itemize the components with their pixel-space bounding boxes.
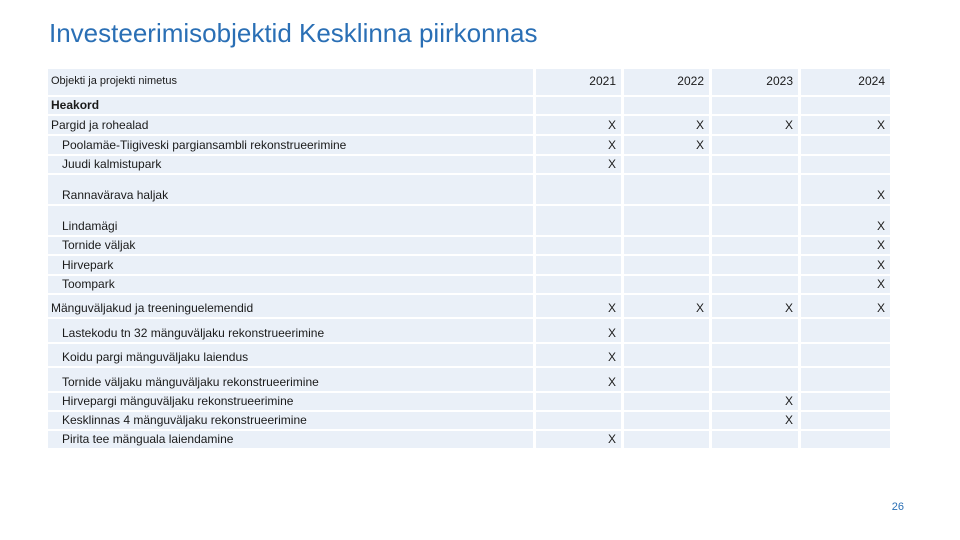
row-name: Lastekodu tn 32 mänguväljaku rekonstrueerimine [48,319,536,344]
year-cell-2024 [801,156,890,175]
row-name: Hirvepargi mänguväljaku rekonstrueerimine [48,393,536,412]
year-cell-2022 [624,256,712,276]
year-cell-2023 [712,368,801,393]
row-name: Tornide väljak [48,237,536,256]
table-row [48,431,890,450]
year-cell-2022 [624,156,712,175]
year-cell-2023 [712,319,801,344]
row-name: Koidu pargi mänguväljaku laiendus [48,344,536,368]
year-cell-2021 [536,206,624,237]
year-cell-2021 [536,256,624,276]
year-cell-2023 [712,156,801,175]
year-cell-2023 [712,276,801,295]
year-cell-2021 [536,237,624,256]
table-row [48,412,890,431]
year-cell-2024 [801,368,890,393]
table-row [48,116,890,136]
year-cell-2022 [624,431,712,450]
year-cell-2022 [624,412,712,431]
year-cell-2022 [624,344,712,368]
year-cell-2023: X [712,393,801,412]
year-cell-2024 [801,97,890,116]
year-cell-2024 [801,393,890,412]
year-cell-2022: X [624,295,712,319]
year-cell-2023: X [712,412,801,431]
row-name: Hirvepark [48,256,536,276]
row-name: Rannavärava haljak [48,175,536,206]
header-2024: 2024 [801,69,890,97]
year-cell-2023 [712,206,801,237]
year-cell-2021: X [536,116,624,136]
year-cell-2021 [536,276,624,295]
year-cell-2022 [624,175,712,206]
row-name: Mänguväljakud ja treeninguelemendid [48,295,536,319]
table-row [48,256,890,276]
year-cell-2023 [712,431,801,450]
year-cell-2023 [712,97,801,116]
row-name: Toompark [48,276,536,295]
row-name: Pirita tee mänguala laiendamine [48,431,536,450]
year-cell-2022: X [624,136,712,156]
year-cell-2023: X [712,295,801,319]
table-row [48,175,890,206]
page-title: Investeerimisobjektid Kesklinna piirkonnas [49,18,538,48]
row-name: Poolamäe-Tiigiveski pargiansambli rekonstrueerimine [48,136,536,156]
row-name: Heakord [48,97,536,116]
year-cell-2024 [801,319,890,344]
year-cell-2022 [624,368,712,393]
year-cell-2024: X [801,256,890,276]
year-cell-2024: X [801,237,890,256]
year-cell-2021 [536,175,624,206]
table-row [48,368,890,393]
year-cell-2021: X [536,136,624,156]
header-2022: 2022 [624,69,712,97]
table-row [48,156,890,175]
year-cell-2024 [801,412,890,431]
table-header-row [48,69,890,97]
year-cell-2022 [624,393,712,412]
table-row [48,344,890,368]
table-row [48,136,890,156]
table-row [48,276,890,295]
row-name: Juudi kalmistupark [48,156,536,175]
year-cell-2021 [536,393,624,412]
row-name: Kesklinnas 4 mänguväljaku rekonstrueerimine [48,412,536,431]
year-cell-2024 [801,344,890,368]
year-cell-2021 [536,412,624,431]
year-cell-2022: X [624,116,712,136]
row-name: Pargid ja rohealad [48,116,536,136]
investment-table [48,69,890,450]
table-row [48,237,890,256]
year-cell-2021: X [536,295,624,319]
header-2021: 2021 [536,69,624,97]
year-cell-2024: X [801,206,890,237]
table-row [48,97,890,116]
year-cell-2024: X [801,295,890,319]
year-cell-2023 [712,344,801,368]
row-name: Tornide väljaku mänguväljaku rekonstrueerimine [48,368,536,393]
row-name: Lindamägi [48,206,536,237]
header-name: Objekti ja projekti nimetus [48,69,536,97]
year-cell-2021: X [536,431,624,450]
page-number: 26 [891,501,904,513]
year-cell-2023 [712,175,801,206]
year-cell-2022 [624,97,712,116]
year-cell-2021: X [536,368,624,393]
year-cell-2021: X [536,156,624,175]
year-cell-2022 [624,319,712,344]
table-row [48,206,890,237]
year-cell-2023: X [712,116,801,136]
year-cell-2021 [536,97,624,116]
year-cell-2024 [801,431,890,450]
year-cell-2023 [712,256,801,276]
year-cell-2024: X [801,276,890,295]
year-cell-2022 [624,237,712,256]
table-row [48,295,890,319]
year-cell-2022 [624,206,712,237]
year-cell-2024: X [801,116,890,136]
year-cell-2024 [801,136,890,156]
year-cell-2021: X [536,344,624,368]
year-cell-2024: X [801,175,890,206]
table-row [48,393,890,412]
year-cell-2022 [624,276,712,295]
year-cell-2023 [712,136,801,156]
year-cell-2021: X [536,319,624,344]
table-body [48,97,890,450]
year-cell-2023 [712,237,801,256]
header-2023: 2023 [712,69,801,97]
table-row [48,319,890,344]
